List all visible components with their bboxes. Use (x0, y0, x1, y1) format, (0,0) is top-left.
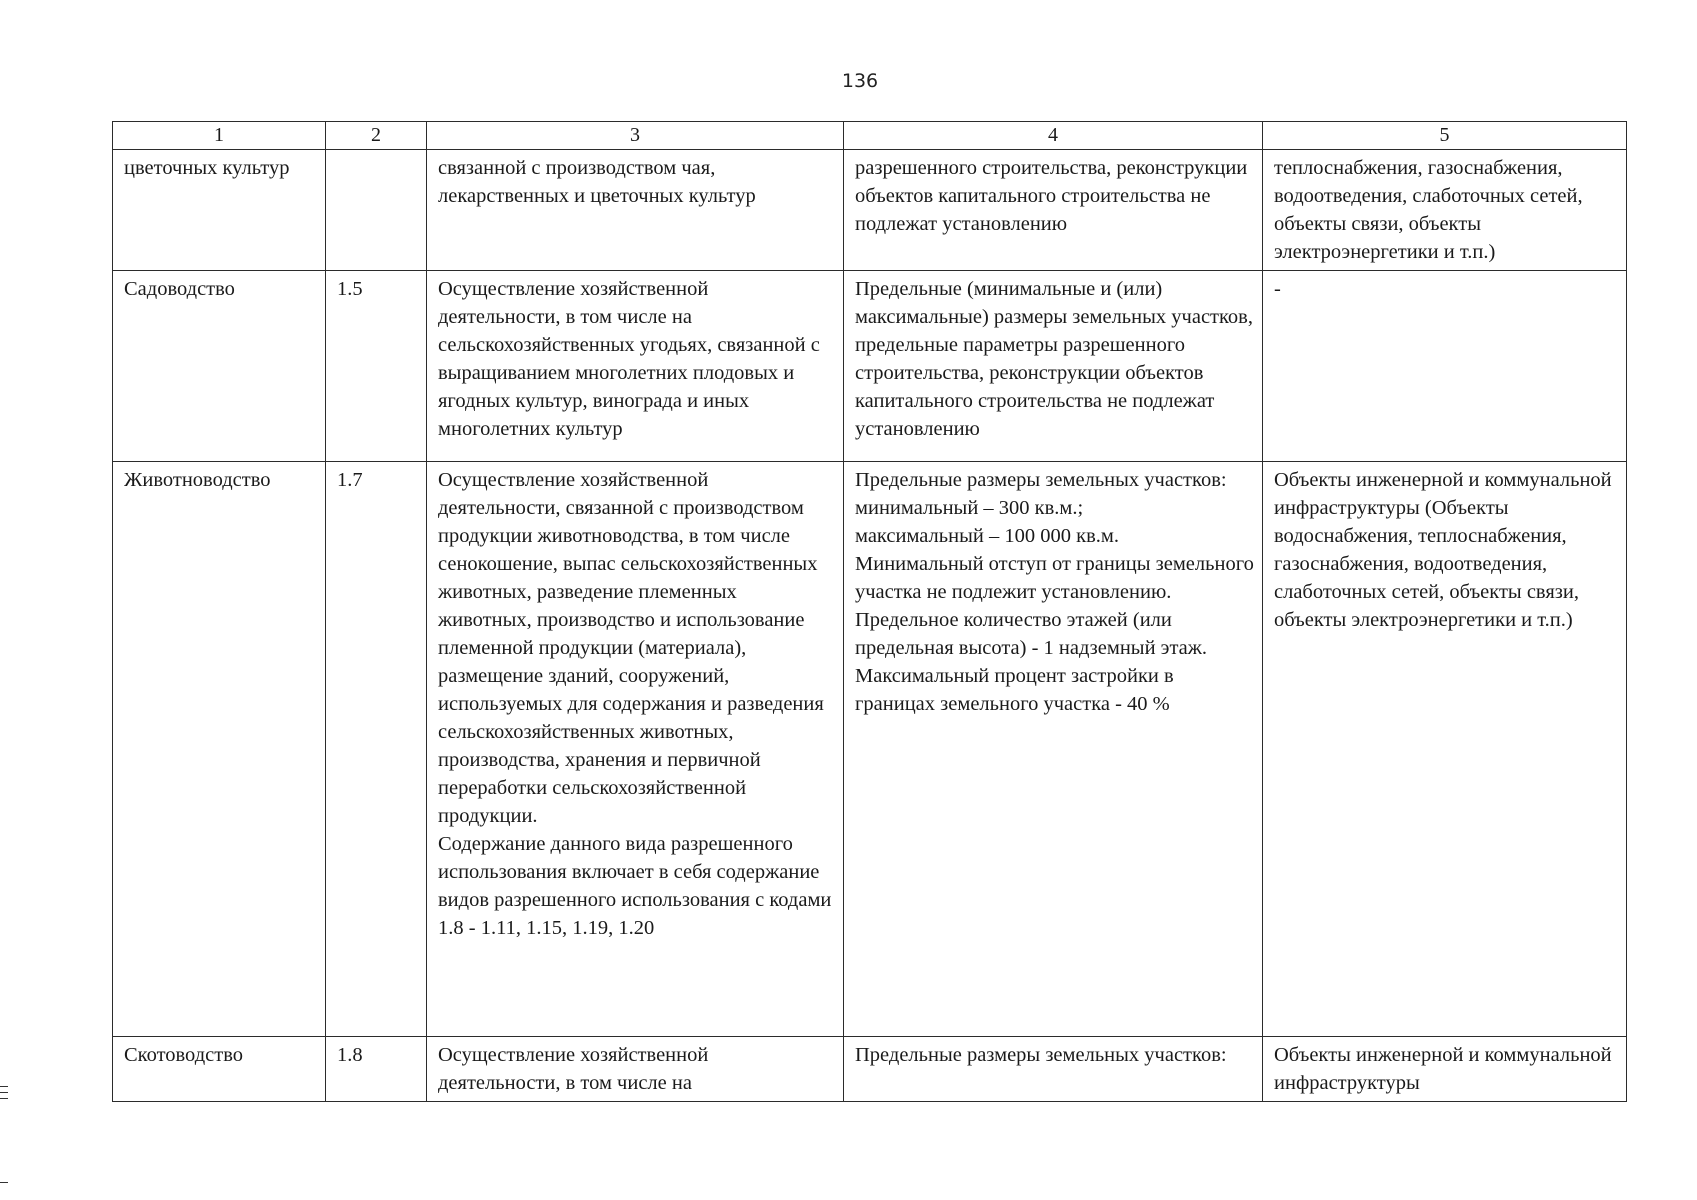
cell-use-code (326, 150, 427, 271)
header-col-2: 2 (326, 122, 427, 150)
parameter-line: Предельные размеры земельных участков: (855, 469, 1227, 491)
cell-use-description: Осуществление хозяйственной деятельности, в том числе на сельскохозяйственных угодьях, связанной с выращиванием многолетних плодовых и ягодных культур, винограда и иных многолетних культур (427, 271, 844, 462)
header-col-5: 5 (1263, 122, 1627, 150)
page-number: 136 (841, 70, 879, 92)
parameter-line: Предельное количество этажей (или предельная высота) - 1 надземный этаж. (855, 609, 1208, 659)
table-row (113, 462, 1627, 1037)
description-paragraph: Содержание данного вида разрешенного использования включает в себя содержание видов разрешенного использования с кодами 1.8 - 1.11, 1.15, 1.19, 1.20 (438, 833, 832, 939)
cell-use-code: 1.5 (326, 271, 427, 462)
cell-parameters (844, 462, 1263, 1037)
cell-use-name: Садоводство (113, 271, 326, 462)
cell-parameters: Предельные размеры земельных участков: (844, 1037, 1263, 1102)
cell-use-description (427, 462, 844, 1037)
cell-auxiliary-uses: теплоснабжения, газоснабжения, водоотведения, слаботочных сетей, объекты связи, объекты электроэнергетики и т.п.) (1263, 150, 1627, 271)
cell-use-name: цветочных культур (113, 150, 326, 271)
cell-auxiliary-uses: Объекты инженерной и коммунальной инфраструктуры (1263, 1037, 1627, 1102)
cell-use-name: Животноводство (113, 462, 326, 1037)
cell-use-name: Скотоводство (113, 1037, 326, 1102)
margin-mark (0, 1098, 8, 1099)
cell-parameters: Предельные (минимальные и (или) максимальные) размеры земельных участков, предельные параметры разрешенного строительства, реконструкции объектов капитального строительства не подлежат установлению (844, 271, 1263, 462)
header-row (113, 122, 1627, 150)
land-use-table (112, 121, 1627, 1102)
header-col-1: 1 (113, 122, 326, 150)
cell-use-code: 1.8 (326, 1037, 427, 1102)
cell-use-description: Осуществление хозяйственной деятельности, в том числе на (427, 1037, 844, 1102)
margin-mark (0, 1086, 8, 1087)
header-col-4: 4 (844, 122, 1263, 150)
parameter-line: максимальный – 100 000 кв.м. (855, 525, 1119, 547)
table-row (113, 150, 1627, 271)
margin-mark (0, 1092, 8, 1093)
header-col-3: 3 (427, 122, 844, 150)
table-row (113, 1037, 1627, 1102)
parameter-line: Минимальный отступ от границы земельного участка не подлежит установлению. (855, 553, 1254, 603)
cell-auxiliary-uses: Объекты инженерной и коммунальной инфраструктуры (Объекты водоснабжения, теплоснабжения, газоснабжения, водоотведения, слаботочных сетей, объекты связи, объекты электроэнергетики и т.п.) (1263, 462, 1627, 1037)
parameter-line: Максимальный процент застройки в границах земельного участка - 40 % (855, 665, 1174, 715)
cell-use-code: 1.7 (326, 462, 427, 1037)
cell-auxiliary-uses: - (1263, 271, 1627, 462)
description-paragraph: Осуществление хозяйственной деятельности, связанной с производством продукции животноводства, в том числе сенокошение, выпас сельскохозяйственных животных, разведение племенных животных, производство и использование племенной продукции (материала), размещение зданий, сооружений, используемых для содержания и разведения сельскохозяйственных животных, производства, хранения и первичной переработки сельскохозяйственной продукции. (438, 469, 824, 827)
parameter-line: минимальный – 300 кв.м.; (855, 497, 1084, 519)
cell-parameters: разрешенного строительства, реконструкции объектов капитального строительства не подлежат установлению (844, 150, 1263, 271)
cell-use-description: связанной с производством чая, лекарственных и цветочных культур (427, 150, 844, 271)
margin-mark (0, 1182, 8, 1183)
table-row (113, 271, 1627, 462)
